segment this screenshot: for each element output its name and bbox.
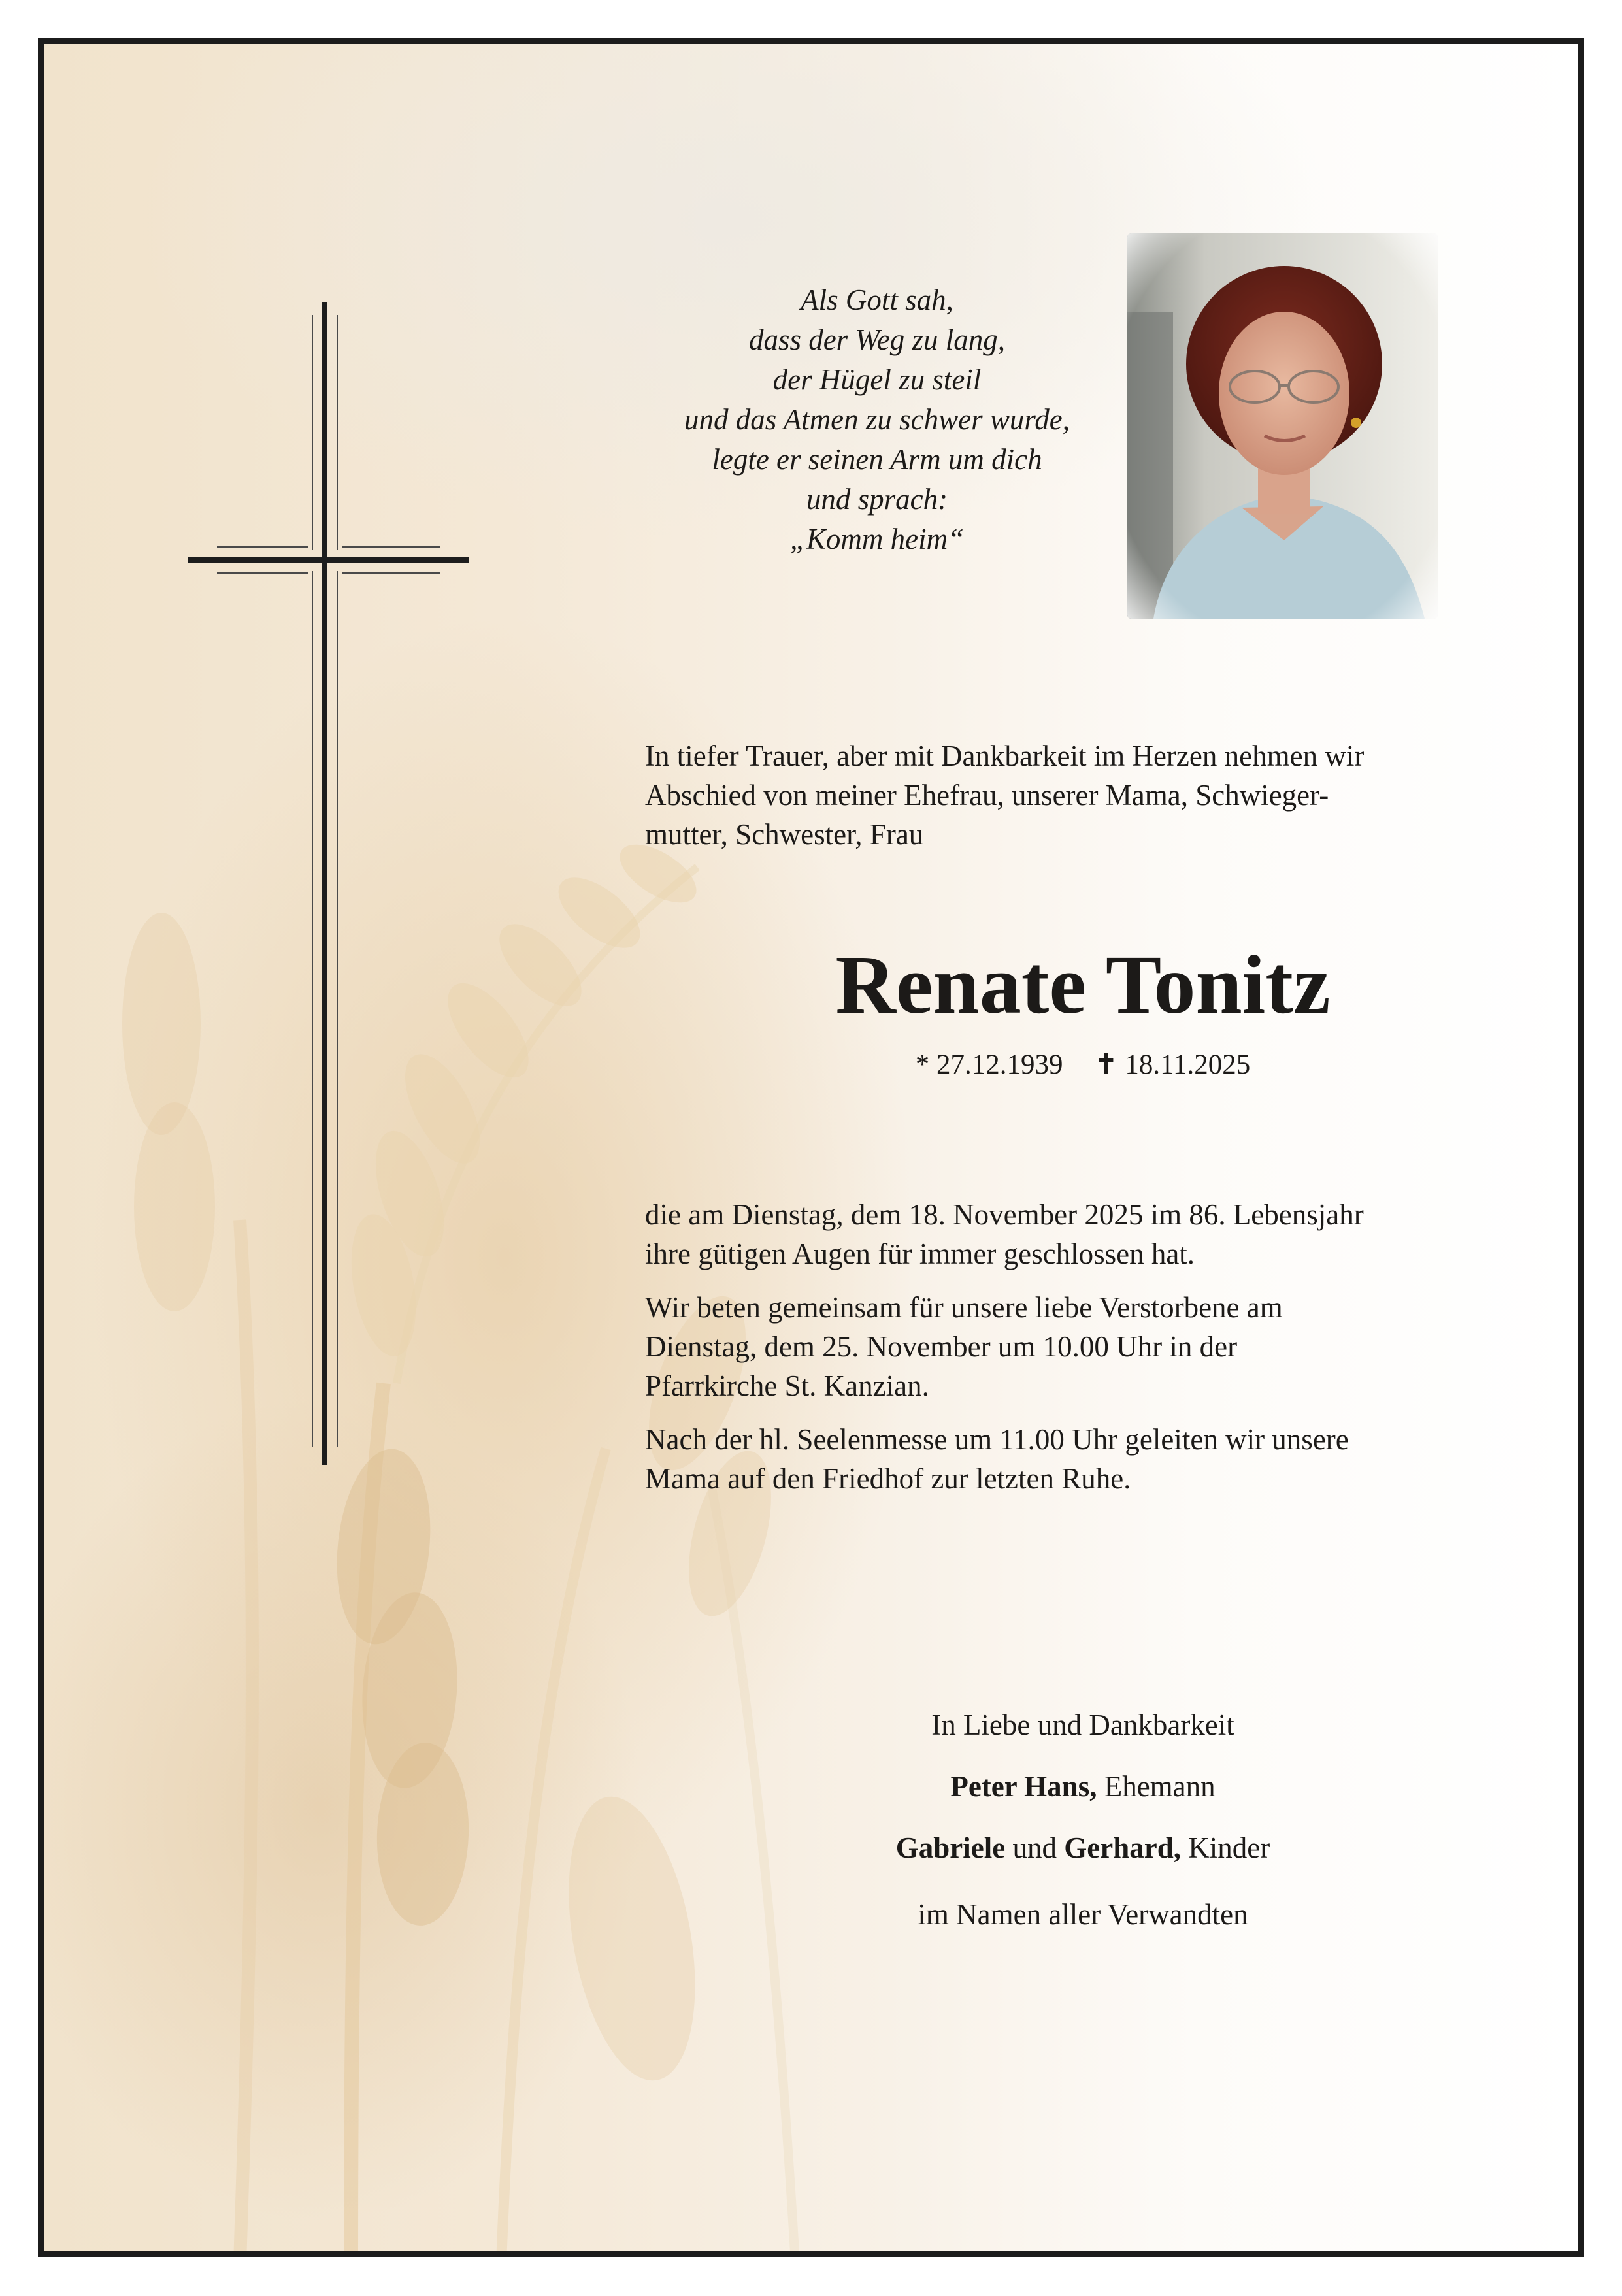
- life-dates: [645, 1047, 1521, 1083]
- poem-line: und das Atmen zu schwer wurde,: [684, 403, 1070, 436]
- latin-cross-icon: [188, 302, 469, 1465]
- birth-date: * 27.12.1939: [915, 1049, 1063, 1080]
- paragraph-prayer: [645, 1288, 1534, 1405]
- conjunction: und: [1012, 1831, 1057, 1864]
- paragraph-line: Dienstag, dem 25. November um 10.00 Uhr in der: [645, 1330, 1238, 1363]
- deceased-name: Renate Tonitz: [835, 938, 1331, 1031]
- paragraph-line: Wir beten gemeinsam für unsere liebe Verstorbene am: [645, 1291, 1283, 1324]
- husband-name: Peter Hans,: [950, 1770, 1097, 1803]
- signoff-closing: im Namen aller Verwandten: [918, 1898, 1248, 1931]
- signoff-husband: [645, 1768, 1521, 1805]
- intro-line: Abschied von meiner Ehefrau, unserer Mama, Schwieger-: [645, 779, 1329, 812]
- paragraph-line: Pfarrkirche St. Kanzian.: [645, 1369, 929, 1402]
- paragraph-line: Mama auf den Friedhof zur letzten Ruhe.: [645, 1462, 1131, 1495]
- paragraph-line: Nach der hl. Seelenmesse um 11.00 Uhr geleiten wir unsere: [645, 1423, 1349, 1456]
- paragraph-passing: [645, 1195, 1534, 1273]
- obituary-frame: [38, 38, 1584, 2257]
- child-name: Gabriele: [895, 1831, 1006, 1864]
- paragraph-line: die am Dienstag, dem 18. November 2025 im 86. Lebensjahr: [645, 1198, 1364, 1231]
- husband-role: Ehemann: [1104, 1770, 1216, 1803]
- poem-line: Als Gott sah,: [801, 284, 953, 316]
- poem-line: legte er seinen Arm um dich: [712, 443, 1042, 476]
- paragraph-burial: [645, 1420, 1534, 1498]
- death-date: 18.11.2025: [1125, 1049, 1251, 1080]
- poem-line: dass der Weg zu lang,: [748, 323, 1006, 356]
- poem: [560, 280, 1194, 559]
- paragraph-line: ihre gütigen Augen für immer geschlossen hat.: [645, 1238, 1195, 1270]
- portrait-photo: [1127, 233, 1438, 619]
- children-role: Kinder: [1188, 1831, 1270, 1864]
- signoff-opening: In Liebe und Dankbarkeit: [931, 1709, 1234, 1741]
- intro-text: [645, 736, 1521, 854]
- poem-line: „Komm heim“: [789, 523, 965, 555]
- intro-line: In tiefer Trauer, aber mit Dankbarkeit im Herzen nehmen wir: [645, 740, 1365, 772]
- child-name: Gerhard,: [1064, 1831, 1181, 1864]
- signoff: [645, 1707, 1521, 1933]
- intro-line: mutter, Schwester, Frau: [645, 818, 924, 851]
- signoff-children: [645, 1829, 1521, 1866]
- body-text: [645, 1195, 1534, 1513]
- death-cross-icon: ✝: [1094, 1049, 1118, 1080]
- poem-line: und sprach:: [806, 483, 948, 516]
- poem-line: der Hügel zu steil: [772, 363, 982, 396]
